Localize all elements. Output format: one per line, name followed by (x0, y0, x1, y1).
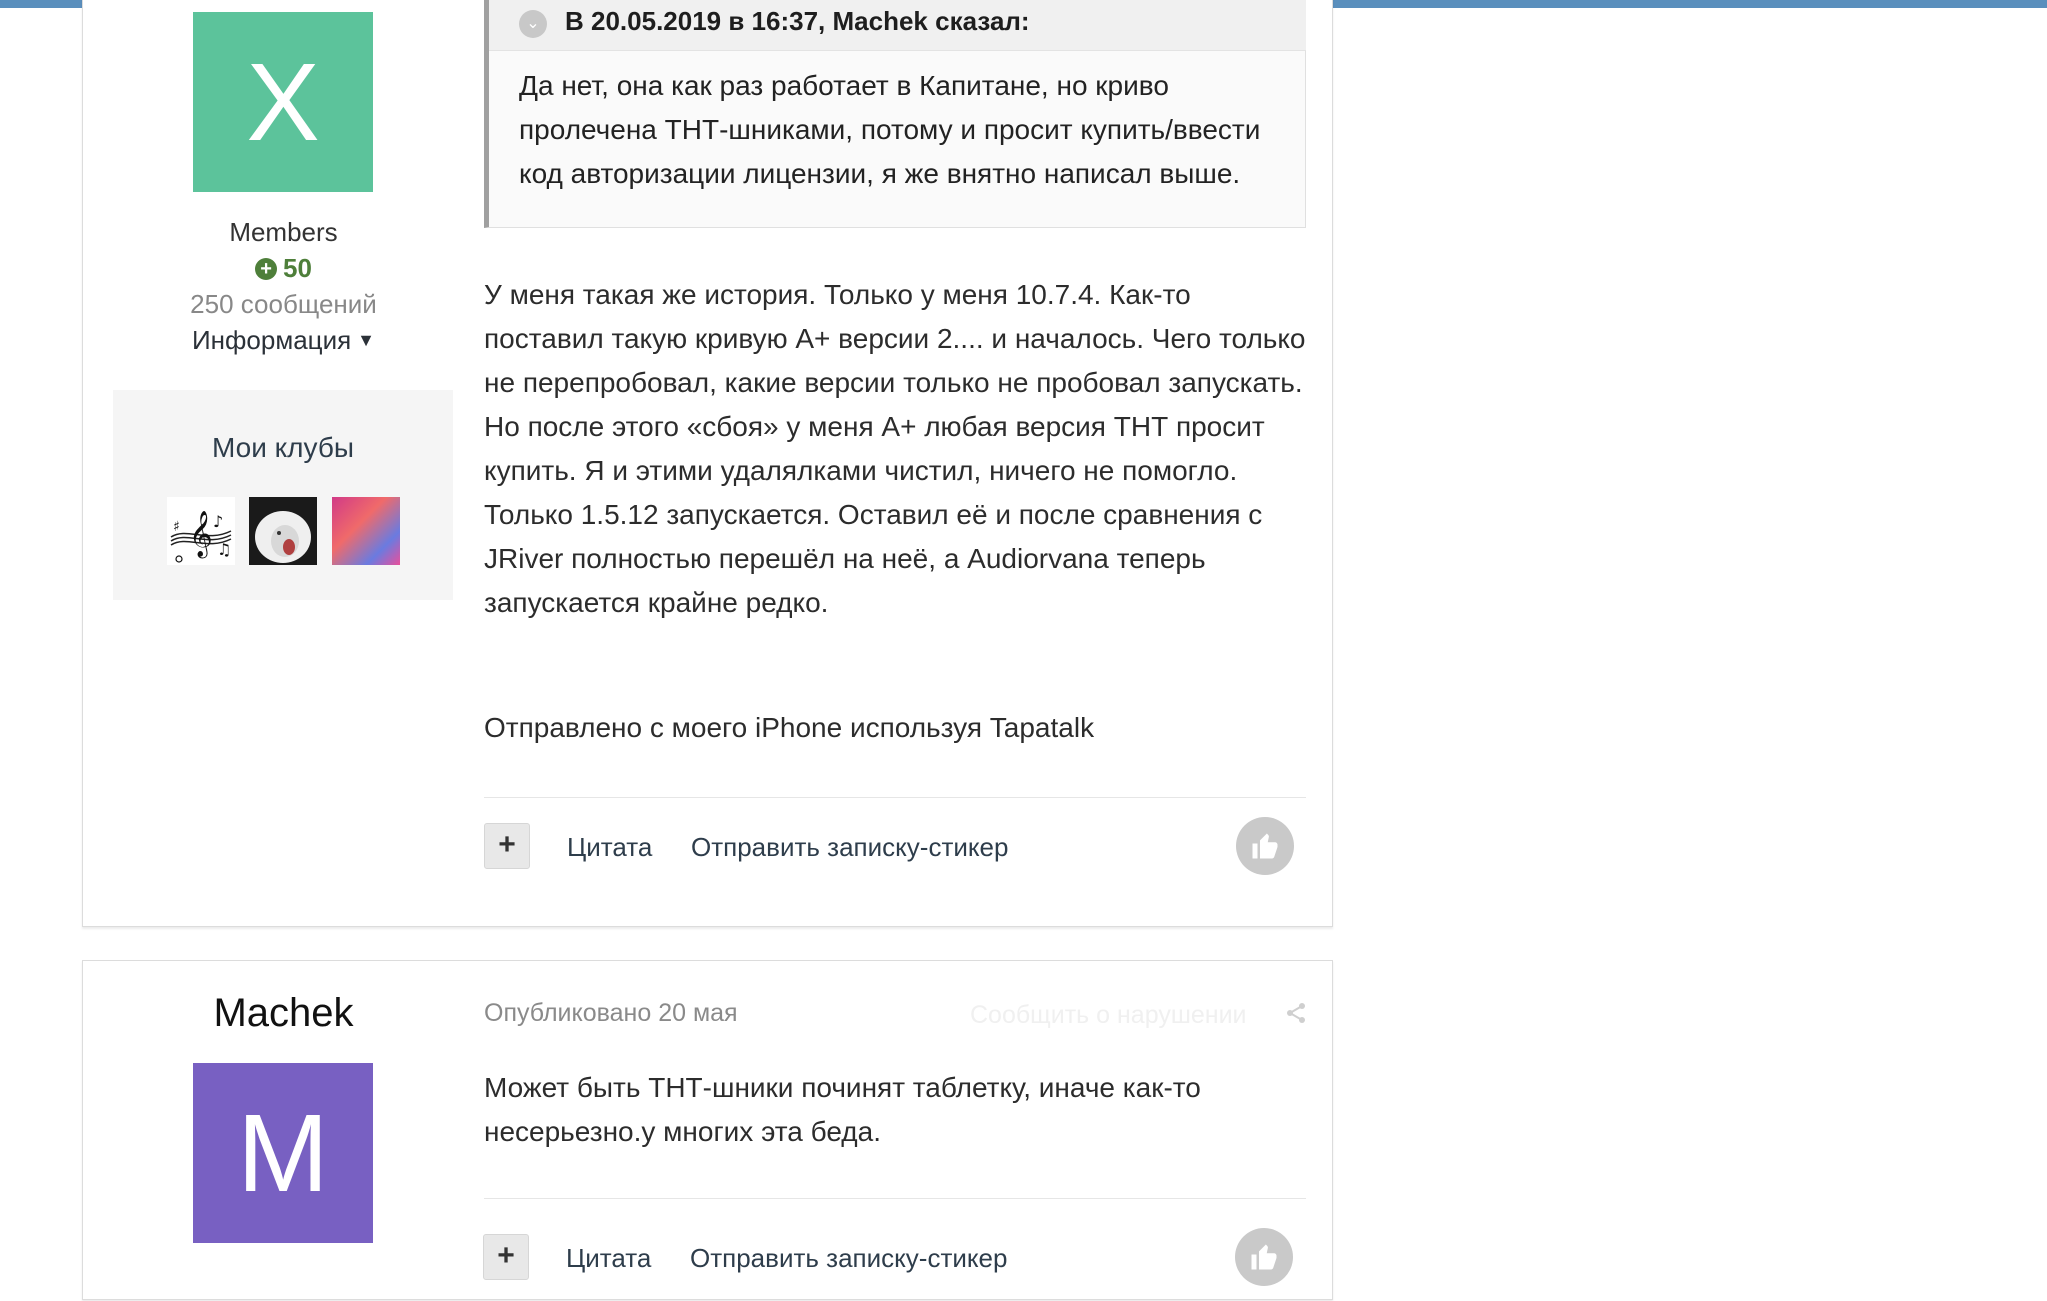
post-content (484, 961, 1306, 1301)
post-signature: Отправлено с моего iPhone используя Tapatalk (484, 712, 1095, 743)
clubs-title: Мои клубы (211, 432, 354, 463)
post-content (484, 0, 1306, 928)
svg-text:𝄞: 𝄞 (189, 511, 213, 557)
posts-count: 250 сообщений (190, 289, 377, 319)
like-button[interactable] (1236, 817, 1294, 875)
club-lion-thumb[interactable] (249, 497, 317, 565)
quote-header (489, 0, 1306, 51)
svg-text:♪: ♪ (213, 512, 224, 531)
reputation-value: 50 (283, 253, 312, 283)
reputation (83, 253, 484, 284)
post-date[interactable]: Опубликовано 20 мая (484, 999, 738, 1027)
club-music-thumb[interactable] (167, 497, 235, 565)
multiquote-plus-button[interactable]: + (484, 823, 530, 869)
post-text: Может быть ТНТ-шники починят таблетку, иначе как-то несерьезно.у многих эта беда. (484, 1072, 1201, 1147)
multiquote-plus-button[interactable]: + (483, 1234, 529, 1280)
report-link[interactable]: Сообщить о нарушении (970, 1001, 1247, 1029)
svg-text:♯: ♯ (173, 519, 180, 535)
author-name[interactable]: Machek (213, 991, 354, 1035)
avatar[interactable]: M (193, 1063, 373, 1243)
quote-button[interactable]: Цитата (566, 1243, 652, 1273)
divider (484, 1198, 1306, 1199)
send-sticker-button[interactable]: Отправить записку-стикер (691, 832, 1009, 862)
club-colorful-thumb[interactable] (332, 497, 400, 565)
post-actions (484, 815, 1306, 875)
plus-circle-icon: + (255, 258, 277, 280)
thumbs-up-icon (1250, 831, 1280, 861)
send-sticker-button[interactable]: Отправить записку-стикер (690, 1243, 1008, 1273)
info-dropdown[interactable] (83, 325, 484, 356)
share-icon[interactable] (1284, 1001, 1308, 1032)
post-text: У меня такая же история. Только у меня 10.7.4. Как-то поставил такую кривую А+ версии 2.... и началось. Чего только не перепробовал, какие версии только не пробовал запускать. Но после этого «сбоя» у меня А+ любая версия ТНТ просит купить. Я и этими удалялками чистил, ничего не помогло. Только 1.5.12 запускается. Оставил её и после сравнения с JRiver полностью перешёл на неё, а Audiorvana теперь запускается крайне редко. (484, 279, 1306, 618)
user-group: Members (229, 217, 338, 247)
avatar[interactable]: X (193, 12, 373, 192)
quote-text: Да нет, она как раз работает в Капитане, но криво пролечена ТНТ-шниками, потому и просит купить/ввести код авторизации лицензии, я же внятно написал выше. (519, 70, 1261, 189)
quote-block (484, 0, 1306, 228)
info-label: Информация (191, 325, 352, 355)
quote-citation[interactable]: В 20.05.2019 в 16:37, Machek сказал: (565, 6, 1030, 36)
my-clubs (113, 390, 453, 600)
divider (484, 797, 1306, 798)
svg-text:♫: ♫ (217, 540, 232, 559)
forum-post (82, 960, 1333, 1300)
chevron-down-icon[interactable]: ⌄ (519, 10, 547, 38)
forum-post (82, 0, 1333, 927)
caret-down-icon: ▼ (357, 330, 375, 350)
quote-button[interactable]: Цитата (567, 832, 653, 862)
